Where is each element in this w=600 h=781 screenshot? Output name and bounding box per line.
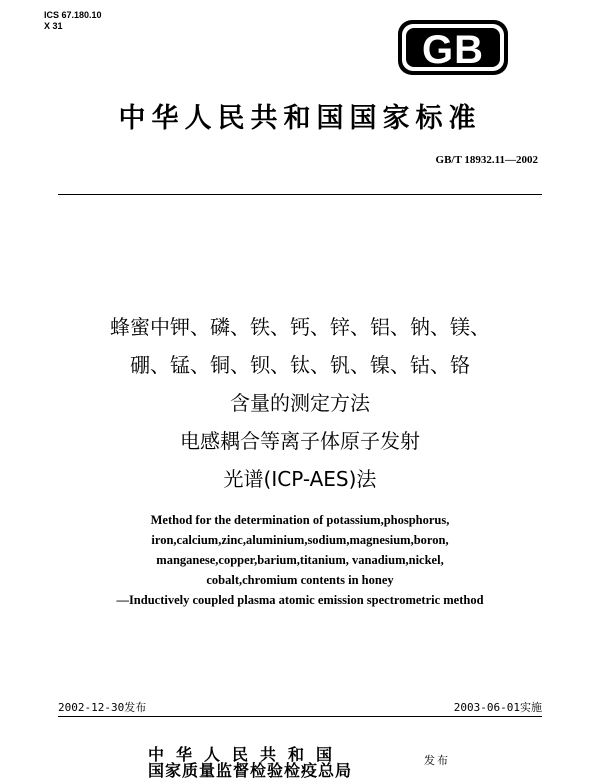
- english-title-line: manganese,copper,barium,titanium, vanadium,nickel,: [156, 553, 444, 567]
- bottom-divider: [58, 716, 542, 717]
- top-divider: [58, 194, 542, 195]
- gb-logo-text: GB: [422, 28, 484, 72]
- english-title-line: cobalt,chromium contents in honey: [206, 573, 394, 587]
- chinese-title: [0, 308, 600, 498]
- chinese-title-line: 电感耦合等离子体原子发射: [180, 429, 420, 453]
- chinese-title-line: 硼、锰、铜、钡、钛、钒、镍、钴、铬: [130, 353, 470, 377]
- english-title-line: Method for the determination of potassium,phosphorus,: [150, 513, 450, 527]
- effective-date: 2003-06-01实施: [453, 701, 542, 714]
- english-title-line: —Inductively coupled plasma atomic emission spectrometric method: [116, 593, 484, 607]
- chinese-title-line: 蜂蜜中钾、磷、铁、钙、锌、铝、钠、镁、: [110, 315, 490, 339]
- issue-date: 2002-12-30发布: [58, 701, 147, 714]
- issued-label: 发布: [424, 754, 450, 767]
- ccs-code: X 31: [44, 21, 63, 31]
- chinese-title-line: 光谱(ICP-AES)法: [223, 467, 377, 491]
- ics-code: ICS 67.180.10: [44, 10, 102, 20]
- english-title: [0, 510, 600, 610]
- standard-number: GB/T 18932.11—2002: [435, 154, 538, 166]
- national-standard-title: 中华人民共和国国家标准: [118, 103, 482, 134]
- issuer-agency: 国家质量监督检验检疫总局: [148, 761, 353, 780]
- issuer-country: 中华人民共和国: [148, 745, 345, 764]
- classification-codes: [44, 10, 102, 32]
- gb-logo: [398, 20, 508, 75]
- english-title-line: iron,calcium,zinc,aluminium,sodium,magnesium,boron,: [151, 533, 449, 547]
- chinese-title-line: 含量的测定方法: [230, 391, 370, 415]
